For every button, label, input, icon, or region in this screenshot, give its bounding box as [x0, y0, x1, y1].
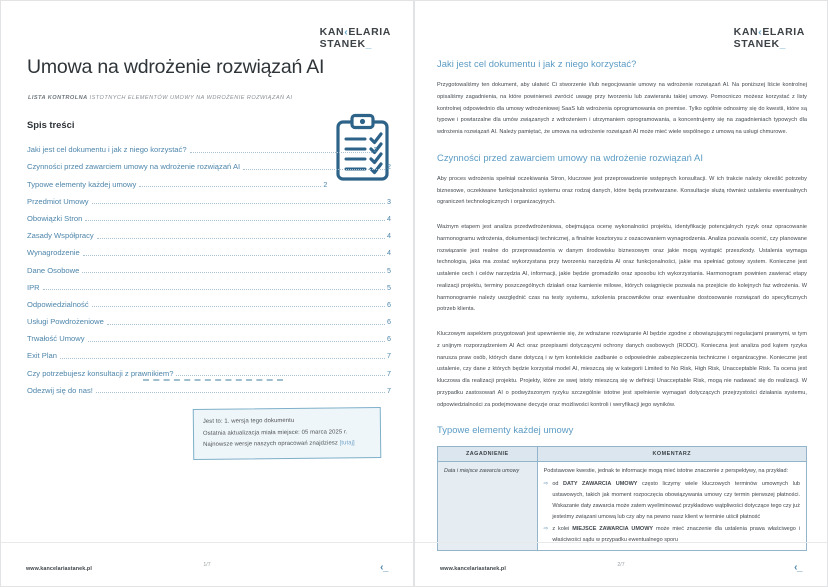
toc-heading: Spis treści	[27, 119, 75, 130]
toc-entry-label: Przedmiot Umowy	[27, 196, 89, 206]
bullet-post: często liczymy wiele kluczowych terminów umownych lub ustawowych, takich jak moment rozpoczęcia obowiązywania umowy czy termin pierwszej płatności. Wskazanie daty zawarcia może zatem wyeliminować przykładowo wątpliwości dotyczące tego czy już jesteśmy związani umową lub czy aby na pewno nasz klient w terminie uiścił płatność	[552, 481, 800, 521]
logo-line-2	[320, 39, 391, 51]
logo-elaria: ELARIA	[348, 26, 391, 38]
toc-entry[interactable]	[27, 379, 391, 396]
footer-website-url[interactable]: www.kancelariastanek.pl	[440, 566, 506, 572]
note-line-updated: Ostatnia aktualizacja miała miejsce: 05 marca 2025 r.	[202, 428, 348, 437]
toc-entry-label: IPR	[27, 282, 40, 292]
page-subtitle	[28, 95, 292, 101]
arrow-bullet-icon: ⇨	[543, 526, 549, 533]
toc-entry-page: 2	[387, 162, 391, 172]
toc-entry[interactable]	[27, 241, 391, 258]
toc-leader	[92, 306, 385, 307]
toc-entry-label: Trwałość Umowy	[27, 334, 85, 344]
toc-entry-label: Zasady Współpracy	[27, 231, 94, 241]
footer-logo-mark: ‹_	[794, 562, 802, 573]
bullet-pre: od	[552, 481, 564, 488]
toc-entry-page: 4	[387, 231, 391, 241]
note-line-version: Jest to: 1. wersja tego dokumentu	[202, 417, 295, 425]
toc-entry[interactable]	[27, 293, 391, 310]
bullet-strong: MIEJSCE ZAWARCIA UMOWY	[572, 526, 654, 533]
page-subtitle-strong: LISTA KONTROLNA	[28, 95, 88, 101]
toc-entry-label: Typowe elementy każdej umowy	[27, 179, 137, 189]
toc-entry[interactable]	[27, 327, 391, 344]
toc-entry-label: Czynności przed zawarciem umowy na wdrożenie rozwiązań AI	[27, 162, 241, 172]
logo-chevron-icon: ‹	[758, 26, 763, 38]
toc-leader	[107, 324, 385, 325]
toc-leader	[96, 392, 385, 393]
toc-entry[interactable]	[27, 190, 391, 207]
toc-entry[interactable]	[27, 310, 391, 327]
elements-table	[437, 446, 807, 551]
toc-entry[interactable]	[27, 138, 391, 155]
toc-entry-label: Usługi Powdrożeniowe	[27, 317, 104, 327]
toc-leader	[97, 238, 385, 239]
toc-entry-page: 2	[373, 145, 378, 155]
toc-entry-page: 7	[387, 351, 391, 361]
logo-stanek: STANEK	[733, 37, 780, 50]
toc-leader	[176, 375, 385, 376]
toc-entry-page: 5	[387, 282, 391, 292]
section-heading-purpose: Jaki jest cel dokumentu i jak z niego korzystać?	[437, 58, 637, 69]
toc-entry-label: Odpowiedzialność	[27, 299, 89, 309]
toc-entry-page: 4	[387, 213, 391, 223]
page-footer	[1, 542, 413, 586]
logo-line-2	[734, 39, 805, 51]
toc-entry[interactable]	[27, 224, 391, 241]
bullet-post: może mieć znaczenie dla ustalenia prawa właściwego i właściwości sądu w przypadku ewentualnego sporu	[552, 526, 800, 544]
toc-entry-page: 7	[387, 368, 391, 378]
toc-entry-page: 4	[387, 248, 391, 258]
list-item-text	[552, 479, 800, 523]
section-heading-pre-contract: Czynności przed zawarciem umowy na wdrożenie rozwiązań AI	[437, 151, 703, 163]
table-cell-comment	[537, 462, 806, 551]
toc-entry-label: Obowiązki Stron	[27, 213, 83, 223]
toc-entry[interactable]	[27, 344, 391, 361]
toc-entry[interactable]	[27, 258, 391, 275]
toc-leader	[43, 289, 385, 290]
paragraph: Aby proces wdrożenia spełniał oczekiwania Stron, kluczowe jest przeprowadzenie wstępnych konsultacji. W ich trakcie należy określić potrzeby biznesowe, oczekiwane funkcjonalności systemu oraz rodzaj danych, które będą przetwarzane. Konsultacje służą również ustaleniu ewentualnych ograniczeń technologicznych i organizacyjnych.	[437, 175, 807, 206]
bullet-pre: z kolei	[552, 526, 573, 533]
toc-entry-page: 5	[387, 265, 391, 275]
logo-dash: _	[365, 37, 372, 50]
toc-leader	[88, 341, 385, 342]
table-header-row	[438, 447, 807, 462]
toc-entry-label: Dane Osobowe	[27, 265, 80, 275]
toc-entry-label: Jaki jest cel dokumentu i jak z niego korzystać?	[27, 145, 187, 155]
table-header-comment: KOMENTARZ	[537, 447, 806, 462]
list-item	[544, 479, 800, 523]
toc-entry[interactable]	[27, 172, 391, 189]
table-cell-topic: Data i miejsce zawarcia umowy	[438, 462, 538, 551]
toc-entry-label: Odezwij się do nas!	[27, 385, 93, 395]
toc-entry-page: 6	[387, 317, 391, 327]
toc-entry-label: Czy potrzebujesz konsultacji z prawnikiem?	[27, 368, 174, 378]
brand-logo	[734, 27, 805, 51]
toc-leader	[83, 255, 385, 256]
footer-page-number: 1/7	[203, 562, 211, 568]
toc-entry-page: 7	[387, 385, 391, 395]
comment-intro: Podstawowe kwestie, jednak te informacje mogą mieć istotne znaczenie z perspektywy, na przykład:	[543, 468, 789, 475]
page-2-content	[437, 58, 807, 551]
toc-entry[interactable]	[27, 207, 391, 224]
page-subtitle-rest: ISTOTNYCH ELEMENTÓW UMOWY NA WDROŻENIE ROZWIĄZAŃ AI	[87, 95, 293, 101]
arrow-bullet-icon: ⇨	[543, 481, 549, 488]
footer-website-url[interactable]: www.kancelariastanek.pl	[26, 566, 92, 572]
paragraph: Ważnym etapem jest analiza przedwdrożeniowa, obejmująca ocenę wykonalności projektu, identyfikację potencjalnych ryzyk oraz opracowanie harmonogramu wdrożenia, dokumentacji technicznej, a finalnie kosztorysu z oszacowaniem wynagrodzenia. Analiza pozwala ocenić, czy planowane rozwiązanie jest realne do przeprowadzenia w danym środowisku biznesowym oraz jakie mogą wystąpić przeszkody. Ustalenia wymaga technologia, jaka ma zostać wykorzystana przy tworzeniu narzędzia AI oraz funkcjonalności, jakie ma spełniać gotowy system. Konieczne jest ustalenie cech i celów narzędzia AI, informacji, jakie będzie gromadziło oraz sposobu ich wykorzystania. Harmonogram powinien zawierać etapy realizacji projektu, terminy poszczególnych działań oraz kamienie milowe, których osiągnięcie pozwala na przejście do kolejnych faz wdrożenia. W harmonogramie należy uwzględnić czas na testy systemu, szkolenia pracowników oraz ewentualne dostosowanie rozwiązań do specyficznych potrzeb klienta.	[437, 224, 808, 313]
toc-leader	[243, 169, 385, 170]
toc-leader	[82, 272, 385, 273]
note-link[interactable]: [tutaj]	[339, 440, 355, 447]
logo-kan: KAN	[733, 26, 759, 38]
logo-chevron-icon: ‹	[344, 26, 349, 38]
toc-entry[interactable]	[27, 155, 391, 172]
version-note-box	[193, 407, 382, 460]
table-of-contents	[27, 138, 391, 396]
page-title: Umowa na wdrożenie rozwiązań AI	[27, 56, 325, 78]
footer-logo-mark: ‹_	[380, 562, 388, 573]
section-heading-typical-elements: Typowe elementy każdej umowy	[437, 424, 574, 436]
toc-entry[interactable]	[27, 276, 391, 293]
toc-entry-page: 6	[387, 334, 391, 344]
note-line-link	[203, 438, 372, 451]
toc-leader	[85, 220, 385, 221]
bullet-strong: DATY ZAWARCIA UMOWY	[563, 481, 638, 488]
toc-entry-page: 2	[323, 179, 328, 189]
toc-entry[interactable]	[27, 361, 391, 378]
paragraph: Przygotowaliśmy ten dokument, aby ułatwić Ci stworzenie i/lub negocjowanie umowy na wdrożenie rozwiązań AI. Na poniższej liście kontrolnej opisaliśmy zagadnienia, na które powinieneś zwrócić uwagę przy tworzeniu lub zawieraniu takiej umowy. Pomocniczo możesz korzystać z listy kontrolnej odpowiednio dla umowy wdrożeniowej SaaS lub wdrożenia oprogramowania on premise. Tylko ogólnie odnosimy się do kwestii, które są typowe i powtarzalne dla umów związanych z wdrożeniem i utrzymaniem oprogramowania, a koncentrujemy się na zagadnieniach typowych dla wdrożenia rozwiązań AI. Należy pamiętać, że umowa na wdrożenie rozwiązań AI może mieć wiele wspólnego z umową na usługi chmurowe.	[437, 82, 807, 135]
logo-stanek: STANEK	[319, 37, 366, 50]
logo-dash: _	[779, 37, 786, 50]
table-header-topic: ZAGADNIENIE	[438, 447, 538, 462]
toc-entry-page: 3	[387, 196, 391, 206]
paragraph: Kluczowym aspektem przygotowań jest upewnienie się, że wdrażane rozwiązanie AI będzie zgodne z obowiązującymi regulacjami prawnymi, w tym z unijnym rozporządzeniem AI Act oraz przepisami dotyczącymi ochrony danych osobowych (RODO). Konieczna jest analiza pod kątem ryzyka narusza praw osób, których dane dotyczą i w tym kontekście zadbanie o odpowiednie zabezpieczenia techniczne i organizacyjne. Konieczne jest ustalenie, czy dane z których będzie korzystał model AI, mieszczą się w kategorii Limited to No Risk, High Risk, Unacceptable Risk. Ta ocena jest kluczowa dla realizacji projektu. Projekty, które ze swej istoty mieszczą się w definicji Unacceptable Risk, mogą nie nadawać się do realizacji. W przypadku zastosowań AI o podwyższonym ryzyku szczególnie istotne jest spełnienie wymagań dotyczących przejrzystości działania systemu, odpowiedzialności za podejmowane decyzje oraz możliwości kontroli i weryfikacji jego wyników.	[437, 331, 807, 408]
note-link-pretext: Najnowsze wersje naszych opracowań znajdziesz	[203, 440, 340, 448]
toc-leader	[139, 186, 321, 187]
toc-entry-page: 6	[387, 299, 391, 309]
toc-entry-label: Exit Plan	[27, 351, 57, 361]
logo-kan: KAN	[319, 26, 345, 38]
document-page-2	[414, 0, 828, 587]
toc-leader	[92, 203, 385, 204]
page-footer	[415, 542, 827, 586]
toc-leader	[60, 358, 385, 359]
logo-elaria: ELARIA	[762, 26, 805, 38]
comment-bullet-list	[544, 479, 800, 546]
brand-logo	[320, 27, 391, 51]
toc-entry-label: Wynagrodzenie	[27, 248, 80, 258]
table-row	[438, 462, 807, 551]
dashed-divider	[143, 379, 283, 381]
toc-leader	[190, 152, 372, 153]
footer-page-number: 2/7	[617, 562, 625, 568]
